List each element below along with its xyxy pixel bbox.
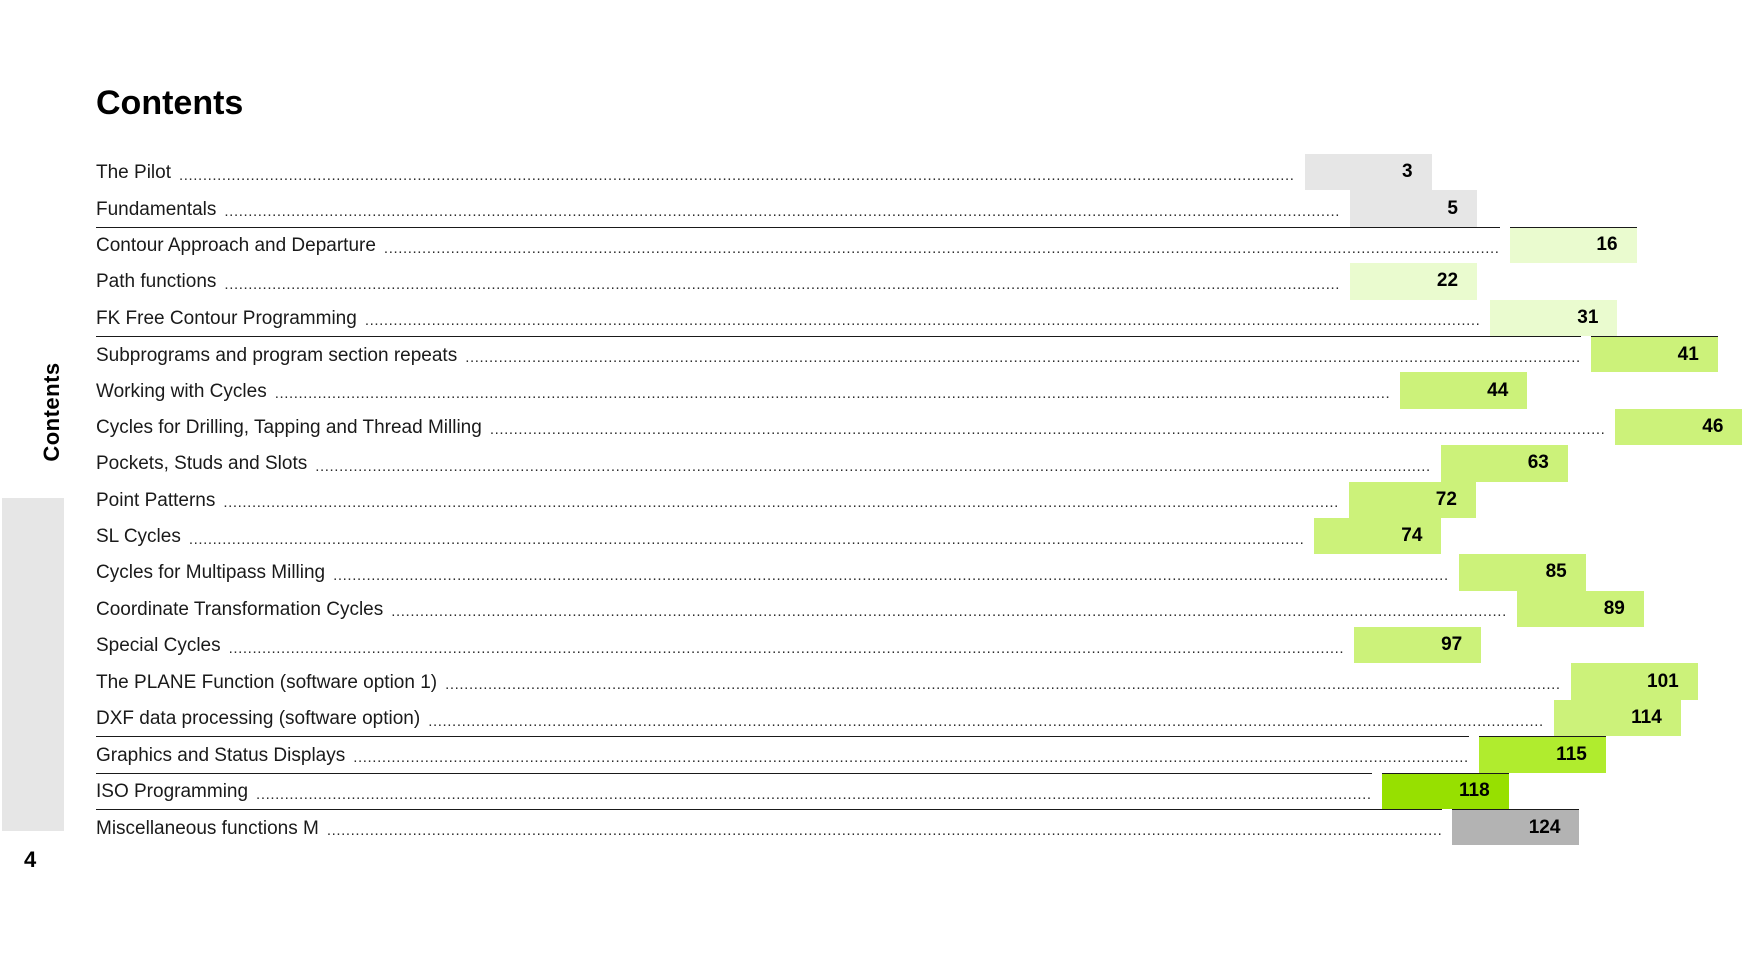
toc-entry-title[interactable]: Graphics and Status Displays <box>96 744 346 766</box>
toc-entry-title[interactable]: Cycles for Multipass Milling <box>96 562 326 584</box>
toc-entry-title[interactable]: Path functions <box>96 271 217 293</box>
toc-page-number[interactable]: 114 <box>1554 700 1681 736</box>
toc-leader-dots: .......................................................................................................................................................................................................................................... <box>383 239 1500 257</box>
toc-page-number[interactable]: 101 <box>1571 663 1698 699</box>
toc-page-number[interactable]: 44 <box>1400 372 1527 408</box>
toc-entry[interactable] <box>96 154 1413 190</box>
toc-entry[interactable] <box>96 591 1625 627</box>
page-title: Contents <box>96 84 244 122</box>
toc-entry[interactable] <box>96 627 1463 663</box>
toc-entry[interactable] <box>96 409 1724 445</box>
toc-entry-text <box>96 700 1544 736</box>
toc-entry[interactable] <box>96 336 1699 372</box>
toc-leader-dots: .......................................................................................................................................................................................................................................... <box>364 312 1481 330</box>
toc-page-number[interactable]: 85 <box>1459 554 1586 590</box>
toc-entry[interactable] <box>96 227 1618 263</box>
toc-page-number[interactable]: 118 <box>1382 773 1509 809</box>
toc-entry-text <box>96 554 1449 590</box>
toc-entry-title[interactable]: ISO Programming <box>96 781 249 803</box>
toc-entry[interactable] <box>96 663 1679 699</box>
toc-entry-text <box>96 409 1605 445</box>
toc-leader-dots: .......................................................................................................................................................................................................................................... <box>223 494 1339 512</box>
toc-leader-dots: .......................................................................................................................................................................................................................................... <box>489 421 1606 439</box>
toc-page-number[interactable]: 16 <box>1510 227 1637 263</box>
toc-leader-dots: .......................................................................................................................................................................................................................................... <box>465 349 1581 367</box>
toc-leader-dots: .......................................................................................................................................................................................................................................... <box>224 275 1341 293</box>
toc-entry-title[interactable]: DXF data processing (software option) <box>96 708 421 730</box>
toc-entry-title[interactable]: Point Patterns <box>96 489 216 511</box>
toc-leader-dots: .......................................................................................................................................................................................................................................... <box>315 457 1431 475</box>
toc-entry-title[interactable]: Working with Cycles <box>96 380 267 402</box>
toc-entry[interactable] <box>96 482 1457 518</box>
toc-entry-text <box>96 300 1480 336</box>
toc-entry-title[interactable]: Cycles for Drilling, Tapping and Thread Milling <box>96 416 482 438</box>
toc-entry-text <box>96 627 1344 663</box>
toc-page-number[interactable]: 97 <box>1354 627 1481 663</box>
toc-entry-title[interactable]: The Pilot <box>96 162 171 184</box>
toc-leader-dots: .......................................................................................................................................................................................................................................... <box>353 749 1469 767</box>
toc-entry[interactable] <box>96 445 1549 481</box>
toc-page-number[interactable]: 115 <box>1479 736 1606 772</box>
toc-entry[interactable] <box>96 263 1459 299</box>
toc-entry[interactable] <box>96 773 1490 809</box>
toc-entry-text <box>96 518 1304 554</box>
page-number: 4 <box>24 847 37 872</box>
toc-leader-dots: .......................................................................................................................................................................................................................................... <box>333 566 1449 584</box>
toc-entry-title[interactable]: Pockets, Studs and Slots <box>96 453 308 475</box>
toc-entry-text <box>96 372 1390 408</box>
toc-entry[interactable] <box>96 554 1567 590</box>
toc-page-number[interactable]: 41 <box>1591 336 1718 372</box>
toc-entry-title[interactable]: Subprograms and program section repeats <box>96 344 458 366</box>
toc-page-number[interactable]: 89 <box>1517 591 1644 627</box>
toc-entry-text <box>96 154 1295 190</box>
toc-page-number[interactable]: 22 <box>1350 263 1477 299</box>
toc-entry-text <box>96 445 1431 481</box>
table-of-contents <box>96 154 1724 845</box>
toc-entry-text <box>96 190 1340 226</box>
toc-leader-dots: .......................................................................................................................................................................................................................................... <box>224 203 1340 221</box>
toc-entry-title[interactable]: FK Free Contour Programming <box>96 307 357 329</box>
toc-entry-text <box>96 773 1372 809</box>
toc-page-number[interactable]: 46 <box>1615 409 1742 445</box>
toc-leader-dots: .......................................................................................................................................................................................................................................... <box>428 712 1544 730</box>
toc-entry-title[interactable]: SL Cycles <box>96 526 181 548</box>
toc-entry-title[interactable]: The PLANE Function (software option 1) <box>96 671 438 693</box>
toc-entry[interactable] <box>96 300 1599 336</box>
toc-entry[interactable] <box>96 190 1458 226</box>
toc-entry-title[interactable]: Fundamentals <box>96 198 217 220</box>
toc-entry[interactable] <box>96 700 1662 736</box>
toc-page-number[interactable]: 3 <box>1305 154 1432 190</box>
toc-page-number[interactable]: 31 <box>1490 300 1617 336</box>
toc-entry[interactable] <box>96 809 1561 845</box>
toc-entry-text <box>96 663 1561 699</box>
toc-entry[interactable] <box>96 518 1423 554</box>
toc-entry-text <box>96 736 1469 772</box>
toc-leader-dots: .......................................................................................................................................................................................................................................... <box>274 385 1391 403</box>
toc-page-number[interactable]: 63 <box>1441 445 1568 481</box>
toc-leader-dots: .......................................................................................................................................................................................................................................... <box>326 822 1443 840</box>
toc-leader-dots: .......................................................................................................................................................................................................................................... <box>178 166 1295 184</box>
toc-leader-dots: .......................................................................................................................................................................................................................................... <box>188 530 1305 548</box>
side-tab <box>2 498 64 831</box>
toc-entry-text <box>96 227 1500 263</box>
toc-leader-dots: .......................................................................................................................................................................................................................................... <box>256 785 1372 803</box>
toc-entry-text <box>96 482 1339 518</box>
toc-entry[interactable] <box>96 736 1587 772</box>
toc-entry-text <box>96 263 1340 299</box>
toc-entry-title[interactable]: Coordinate Transformation Cycles <box>96 598 384 620</box>
toc-page-number[interactable]: 72 <box>1349 482 1476 518</box>
toc-page-number[interactable]: 74 <box>1314 518 1441 554</box>
toc-entry-text <box>96 809 1442 845</box>
toc-entry-text <box>96 336 1581 372</box>
toc-entry-title[interactable]: Contour Approach and Departure <box>96 235 376 257</box>
side-label: Contents <box>39 362 64 462</box>
toc-page-number[interactable]: 5 <box>1350 190 1477 226</box>
toc-entry[interactable] <box>96 372 1509 408</box>
toc-page-number[interactable]: 124 <box>1452 809 1579 845</box>
toc-entry-title[interactable]: Special Cycles <box>96 635 221 657</box>
toc-leader-dots: .......................................................................................................................................................................................................................................... <box>391 603 1507 621</box>
toc-leader-dots: .......................................................................................................................................................................................................................................... <box>445 676 1561 694</box>
toc-entry-text <box>96 591 1507 627</box>
toc-entry-title[interactable]: Miscellaneous functions M <box>96 817 319 839</box>
toc-leader-dots: .......................................................................................................................................................................................................................................... <box>228 639 1345 657</box>
